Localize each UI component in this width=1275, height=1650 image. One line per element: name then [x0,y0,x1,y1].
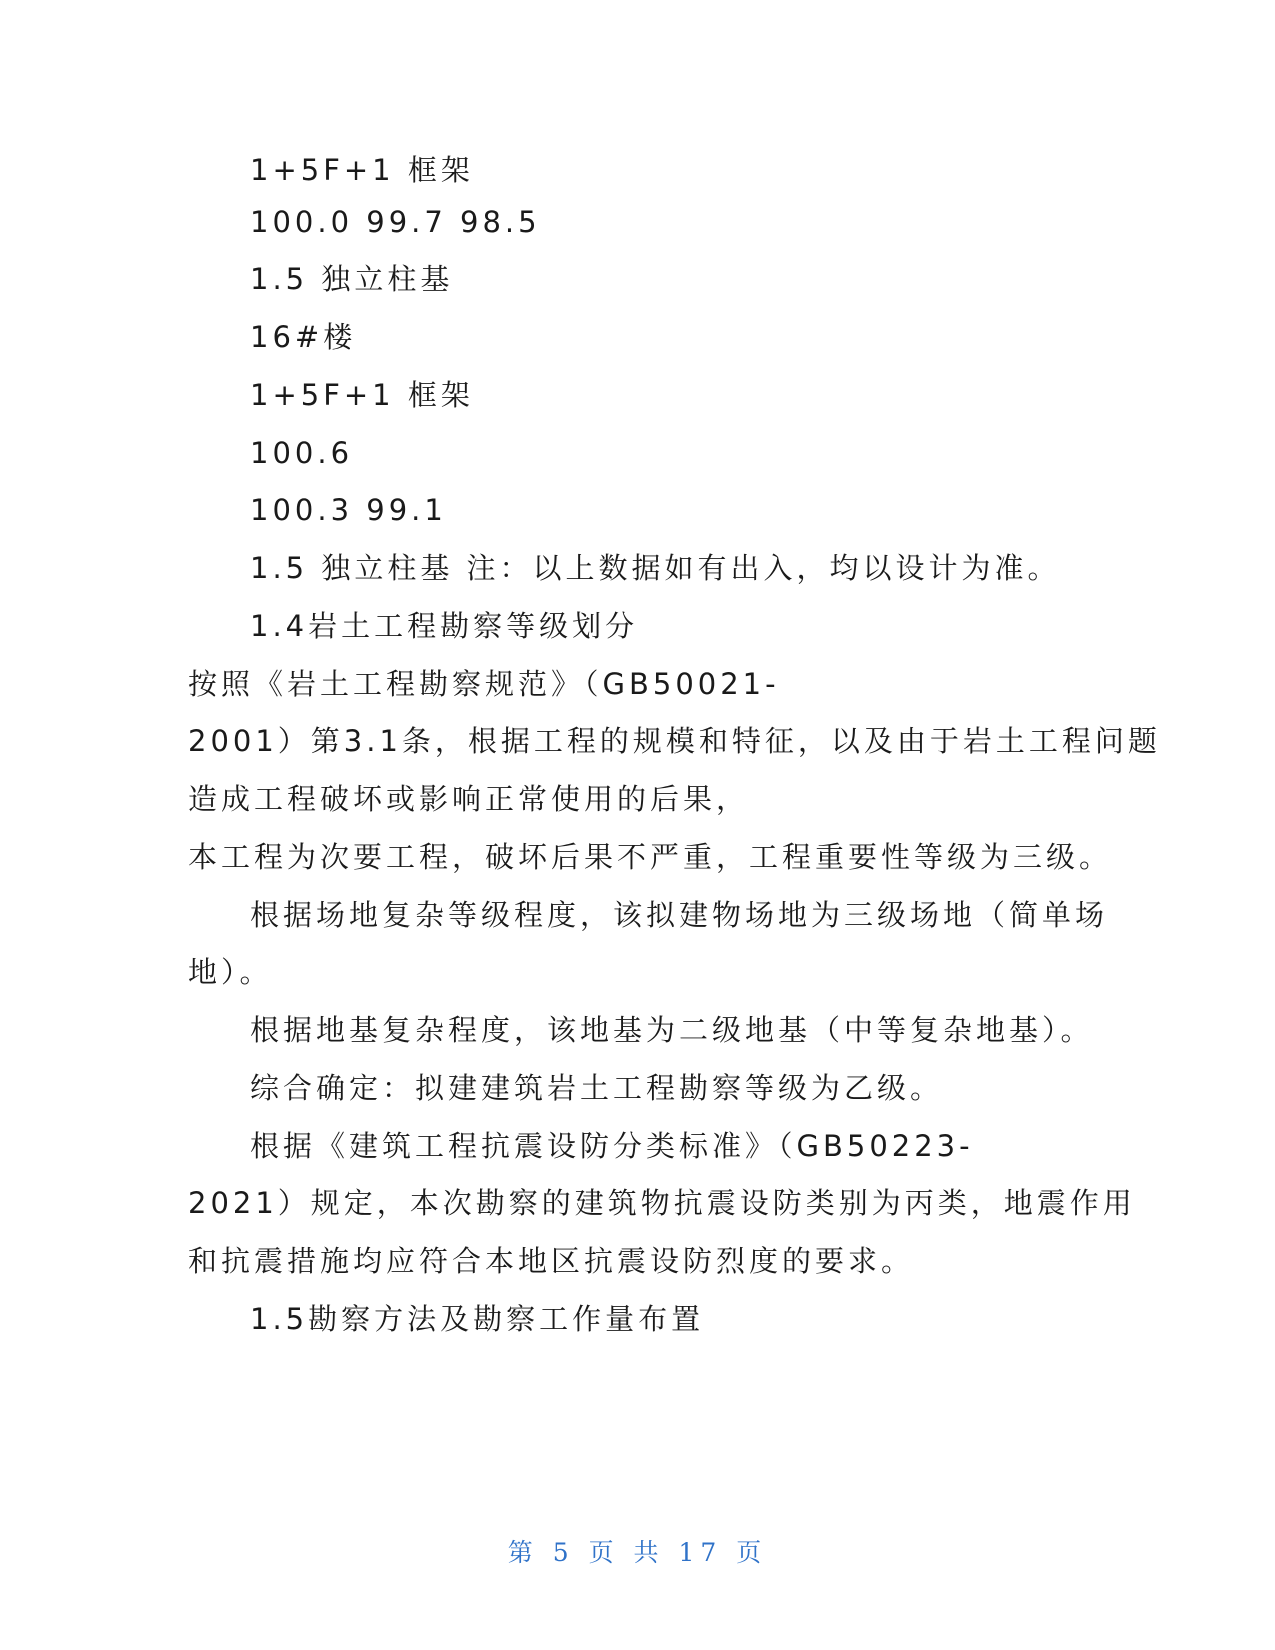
text-line: 综合确定：拟建建筑岩土工程勘察等级为乙级。 [250,1071,944,1105]
text-line: 2001）第3.1条，根据工程的规模和特征，以及由于岩土工程问题 [188,724,1161,758]
text-line: 2021）规定，本次勘察的建筑物抗震设防类别为丙类，地震作用 [188,1186,1136,1220]
text-line: 100.3 99.1 [250,493,447,527]
text-line: 1+5F+1 框架 [250,378,474,412]
text-line: 100.0 99.7 98.5 [250,205,541,239]
page-number-footer: 第 5 页 共 17 页 [507,1538,768,1567]
text-line: 根据《建筑工程抗震设防分类标准》（GB50223- [250,1129,974,1163]
text-line: 1.5 独立柱基 [250,262,454,296]
section-heading: 1.4岩土工程勘察等级划分 [250,609,639,643]
text-line: 地）。 [188,955,273,989]
section-heading: 1.5勘察方法及勘察工作量布置 [250,1302,705,1336]
text-line: 和抗震措施均应符合本地区抗震设防烈度的要求。 [188,1244,915,1278]
text-line: 造成工程破坏或影响正常使用的后果， [188,782,750,816]
text-line: 本工程为次要工程，破坏后果不严重，工程重要性等级为三级。 [188,840,1113,874]
text-line: 根据场地复杂等级程度，该拟建物场地为三级场地（简单场 [250,898,1109,932]
text-line: 1.5 独立柱基 注：以上数据如有出入，均以设计为准。 [250,551,1061,585]
text-line: 按照《岩土工程勘察规范》（GB50021- [188,667,780,701]
text-line: 16#楼 [250,320,357,354]
text-line: 100.6 [250,436,354,470]
text-line: 1+5F+1 框架 [250,153,474,187]
text-line: 根据地基复杂程度，该地基为二级地基（中等复杂地基）。 [250,1013,1094,1047]
